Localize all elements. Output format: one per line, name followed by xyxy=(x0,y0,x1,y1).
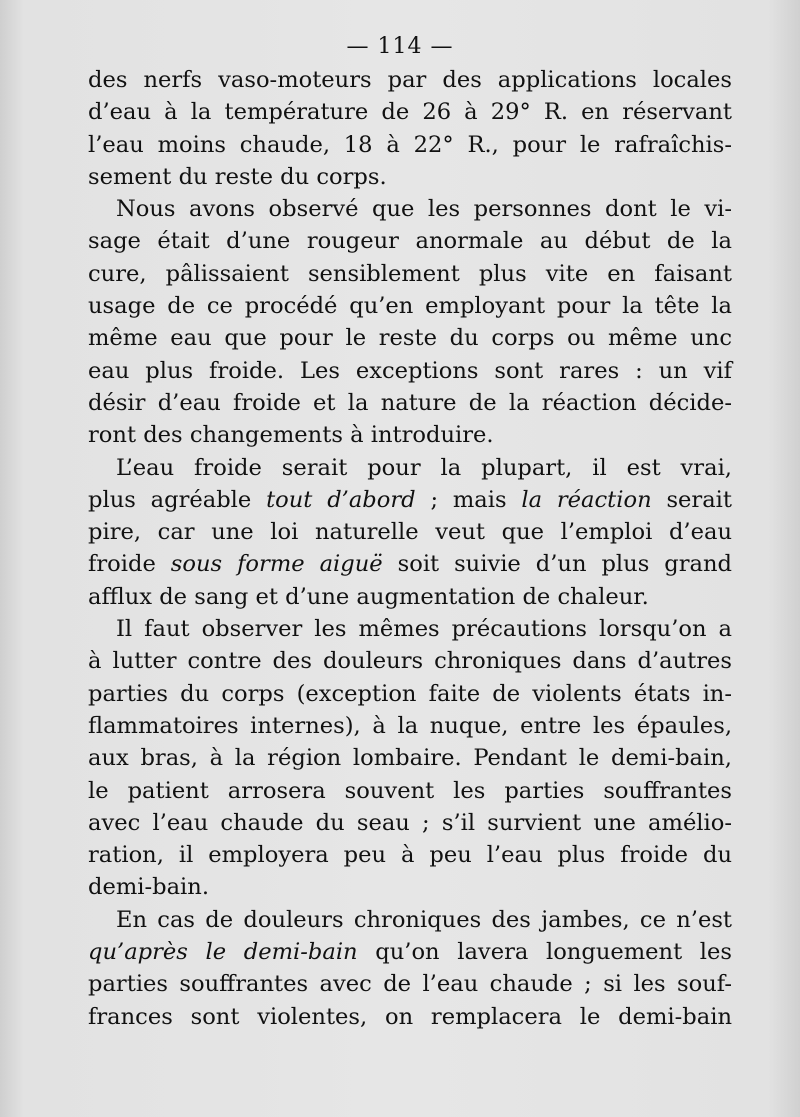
text-line xyxy=(88,1001,732,1033)
text-line xyxy=(88,775,732,807)
text-segment: sement du reste du corps. xyxy=(88,163,387,190)
text-line xyxy=(88,387,732,419)
text-line xyxy=(88,193,732,225)
text-line xyxy=(88,904,732,936)
text-segment: à lutter contre des douleurs chroniques dans d’autres xyxy=(88,648,732,675)
text-line xyxy=(88,968,732,1000)
text-line xyxy=(88,322,732,354)
text-line xyxy=(88,645,732,677)
text-line xyxy=(88,64,732,96)
text-segment: même eau que pour le reste du corps ou même unc xyxy=(88,325,732,352)
text-line xyxy=(88,613,732,645)
text-line xyxy=(88,96,732,128)
text-segment: L’eau froide serait pour la plupart, il est vrai, xyxy=(116,454,732,481)
text-segment: frances sont violentes, on remplacera le demi-bain xyxy=(88,1003,732,1030)
text-segment: parties du corps (exception faite de violents états in- xyxy=(88,680,732,707)
text-segment: ; mais xyxy=(415,486,522,513)
text-line xyxy=(88,355,732,387)
text-segment: Nous avons observé que les personnes dont le vi- xyxy=(116,196,732,223)
text-line xyxy=(88,290,732,322)
text-segment: le patient arrosera souvent les parties souffrantes xyxy=(88,777,732,804)
text-segment: Il faut observer les mêmes précautions lorsqu’on a xyxy=(116,616,732,643)
text-line xyxy=(88,678,732,710)
text-line xyxy=(88,839,732,871)
text-line xyxy=(88,225,732,257)
text-line xyxy=(88,936,732,968)
text-segment: avec l’eau chaude du seau ; s’il survient une amélio- xyxy=(88,809,732,836)
text-line xyxy=(88,484,732,516)
text-line xyxy=(88,129,732,161)
page-number: — 114 — xyxy=(346,34,454,59)
text-segment: désir d’eau froide et la nature de la réaction décide- xyxy=(88,389,732,416)
italic-text: sous forme aiguë xyxy=(170,551,383,578)
text-segment: En cas de douleurs chroniques des jambes, ce n’est xyxy=(116,906,732,933)
text-segment: l’eau moins chaude, 18 à 22° R., pour le rafraîchis- xyxy=(88,131,732,158)
text-segment: flammatoires internes), à la nuque, entre les épaules, xyxy=(88,712,732,739)
text-line xyxy=(88,452,732,484)
text-segment: d’eau à la température de 26 à 29° R. en réservant xyxy=(88,99,732,126)
text-line xyxy=(88,871,732,903)
text-line xyxy=(88,419,732,451)
text-line xyxy=(88,548,732,580)
text-segment: sage était d’une rougeur anormale au début de la xyxy=(88,228,732,255)
text-segment: pire, car une loi naturelle veut que l’emploi d’eau xyxy=(88,519,732,546)
text-segment: serait xyxy=(651,486,732,513)
text-segment: aux bras, à la région lombaire. Pendant le demi-bain, xyxy=(88,745,732,772)
text-segment: eau plus froide. Les exceptions sont rares : un vif xyxy=(88,357,732,384)
text-segment: ront des changements à introduire. xyxy=(88,422,494,449)
text-line xyxy=(88,161,732,193)
text-segment: soit suivie d’un plus grand xyxy=(382,551,732,578)
text-line xyxy=(88,258,732,290)
italic-text: la réaction xyxy=(521,486,652,513)
text-segment: ration, il employera peu à peu l’eau plus froide du xyxy=(88,842,732,869)
text-segment: parties souffrantes avec de l’eau chaude ; si les souf- xyxy=(88,971,732,998)
italic-text: qu’après le demi-bain xyxy=(88,939,358,966)
text-line xyxy=(88,516,732,548)
text-segment: usage de ce procédé qu’en employant pour la tête la xyxy=(88,293,732,320)
text-line xyxy=(88,581,732,613)
italic-text: tout d’abord xyxy=(266,486,416,513)
text-segment: froide xyxy=(88,551,171,578)
text-segment: demi-bain. xyxy=(88,874,210,901)
text-segment: des nerfs vaso-moteurs par des applications locales xyxy=(88,67,732,93)
text-segment: cure, pâlissaient sensiblement plus vite en faisant xyxy=(88,260,732,287)
body-text xyxy=(88,64,732,1033)
text-line xyxy=(88,742,732,774)
text-line xyxy=(88,710,732,742)
text-line xyxy=(88,807,732,839)
text-segment: qu’on lavera longuement les xyxy=(357,939,732,966)
text-segment: afflux de sang et d’une augmentation de chaleur. xyxy=(88,583,649,610)
text-segment: plus agréable xyxy=(88,486,267,513)
